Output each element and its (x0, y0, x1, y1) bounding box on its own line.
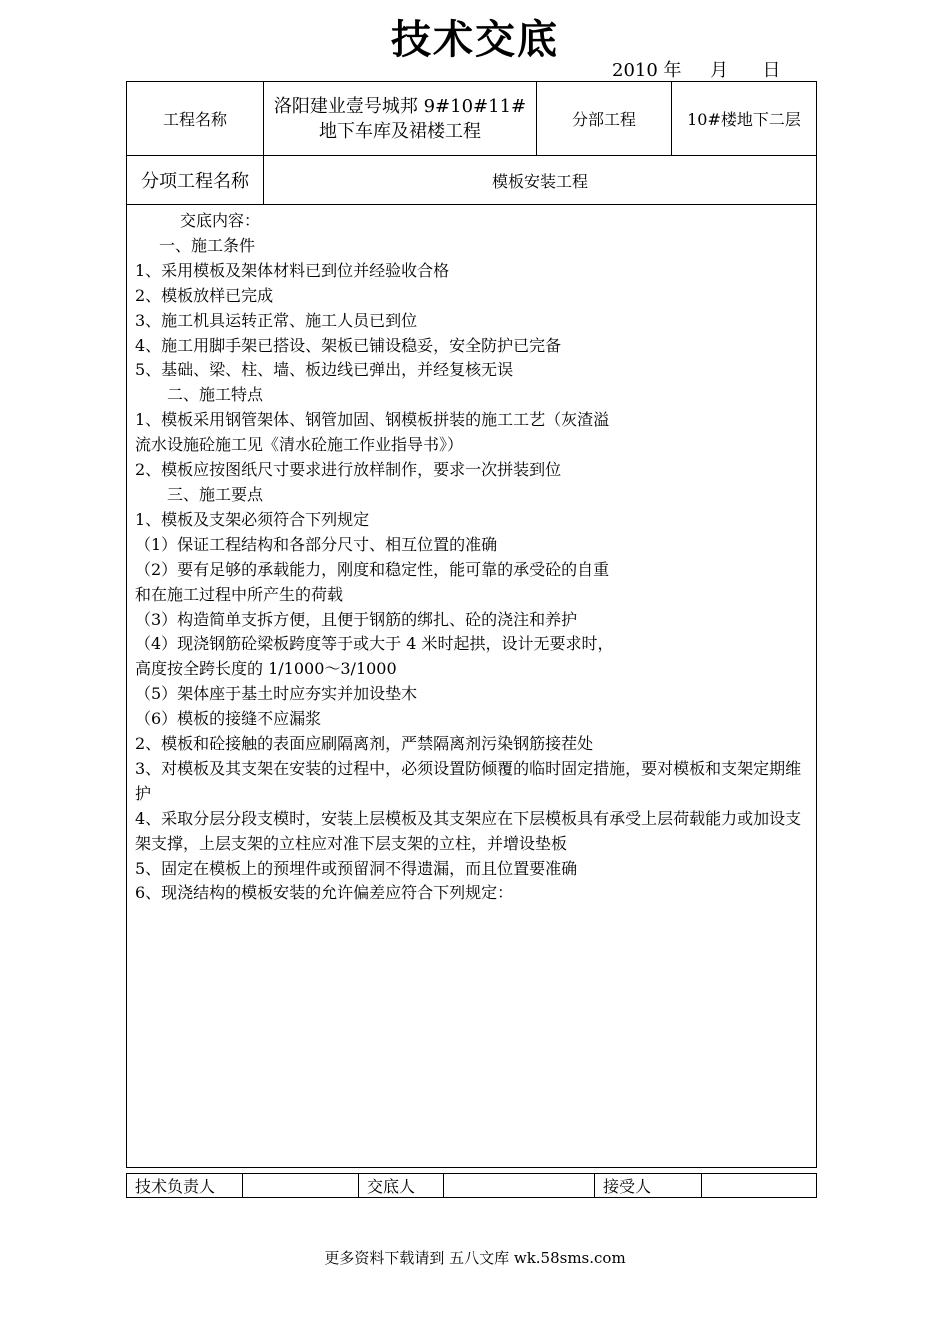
content-line: （6）模板的接缝不应漏浆 (135, 709, 322, 729)
document-title: 技术交底 (391, 17, 559, 63)
date-line: 2010 年 月 日 (612, 60, 781, 81)
disclosure-content (127, 205, 816, 906)
content-line: 2、模板和砼接触的表面应刷隔离剂，严禁隔离剂污染钢筋接茬处 (135, 734, 594, 754)
disclosure-table (126, 81, 817, 1168)
tech-lead-field[interactable] (243, 1174, 359, 1198)
receiver-label: 接受人 (595, 1174, 702, 1198)
content-line: 5、固定在模板上的预埋件或预留洞不得遗漏，而且位置要准确 (135, 858, 578, 878)
content-line: 2、模板应按图纸尺寸要求进行放样制作，要求一次拼装到位 (135, 460, 562, 480)
content-line: 4、施工用脚手架已搭设、架板已铺设稳妥，安全防护已完备 (135, 335, 562, 355)
sub-project-value: 10#楼地下二层 (672, 82, 817, 156)
content-line: 3、施工机具运转正常、施工人员已到位 (135, 310, 418, 330)
receiver-field[interactable] (702, 1174, 817, 1198)
content-line: 交底内容： (180, 211, 261, 230)
content-line: 1、模板及支架必须符合下列规定 (135, 509, 370, 529)
content-line: 4、采取分层分段支模时，安装上层模板及其支架应在下层模板具有承受上层荷载能力或加设支架支撑，上层支架的立柱应对准下层支架的立柱，并增设垫板 (135, 808, 802, 853)
item-row (127, 156, 817, 205)
item-name-value: 模板安装工程 (264, 156, 817, 205)
content-line: （2）要有足够的承载能力，刚度和稳定性，能可靠的承受砼的自重 (135, 559, 610, 579)
content-line: 一、施工条件 (159, 235, 256, 255)
sub-project-label: 分部工程 (537, 82, 672, 156)
content-line: 5、基础、梁、柱、墙、板边线已弹出，并经复核无误 (135, 360, 514, 380)
tech-lead-label: 技术负责人 (127, 1174, 243, 1198)
project-name-value: 洛阳建业壹号城邦 9#10#11#地下车库及裙楼工程 (264, 82, 537, 156)
footer-link[interactable]: 更多资料下载请到 五八文库 wk.58sms.com (324, 1249, 626, 1267)
content-line: 2、模板放样已完成 (135, 285, 274, 305)
content-line: 6、现浇结构的模板安装的允许偏差应符合下列规定： (135, 883, 514, 903)
content-line: （3）构造简单支拆方便，且便于钢筋的绑扎、砼的浇注和养护 (135, 609, 578, 629)
content-line: 1、采用模板及架体材料已到位并经验收合格 (135, 260, 450, 280)
project-name-label: 工程名称 (127, 82, 264, 156)
signature-table (126, 1173, 817, 1198)
content-cell (127, 205, 817, 1168)
discloser-label: 交底人 (359, 1174, 444, 1198)
signature-row (127, 1174, 817, 1198)
content-line: 二、施工特点 (167, 385, 264, 405)
discloser-field[interactable] (444, 1174, 595, 1198)
content-line: 三、施工要点 (167, 484, 264, 504)
content-line: 流水设施砼施工见《清水砼施工作业指导书》） (135, 435, 464, 455)
content-row (127, 205, 817, 1168)
content-line: （1）保证工程结构和各部分尺寸、相互位置的准确 (135, 534, 498, 554)
content-line: 1、模板采用钢管架体、钢管加固、钢模板拼装的施工工艺（灰渣溢 (135, 410, 610, 430)
content-line: 3、对模板及其支架在安装的过程中，必须设置防倾覆的临时固定措施，要对模板和支架定期维护 (135, 758, 802, 803)
content-line: （5）架体座于基土时应夯实并加设垫木 (135, 684, 418, 704)
content-line: （4）现浇钢筋砼梁板跨度等于或大于 4 米时起拱，设计无要求时， (135, 634, 614, 654)
header-row (127, 82, 817, 156)
content-line: 高度按全跨长度的 1/1000～3/1000 (135, 659, 397, 679)
item-name-label: 分项工程名称 (127, 156, 264, 205)
content-line: 和在施工过程中所产生的荷载 (135, 584, 344, 604)
